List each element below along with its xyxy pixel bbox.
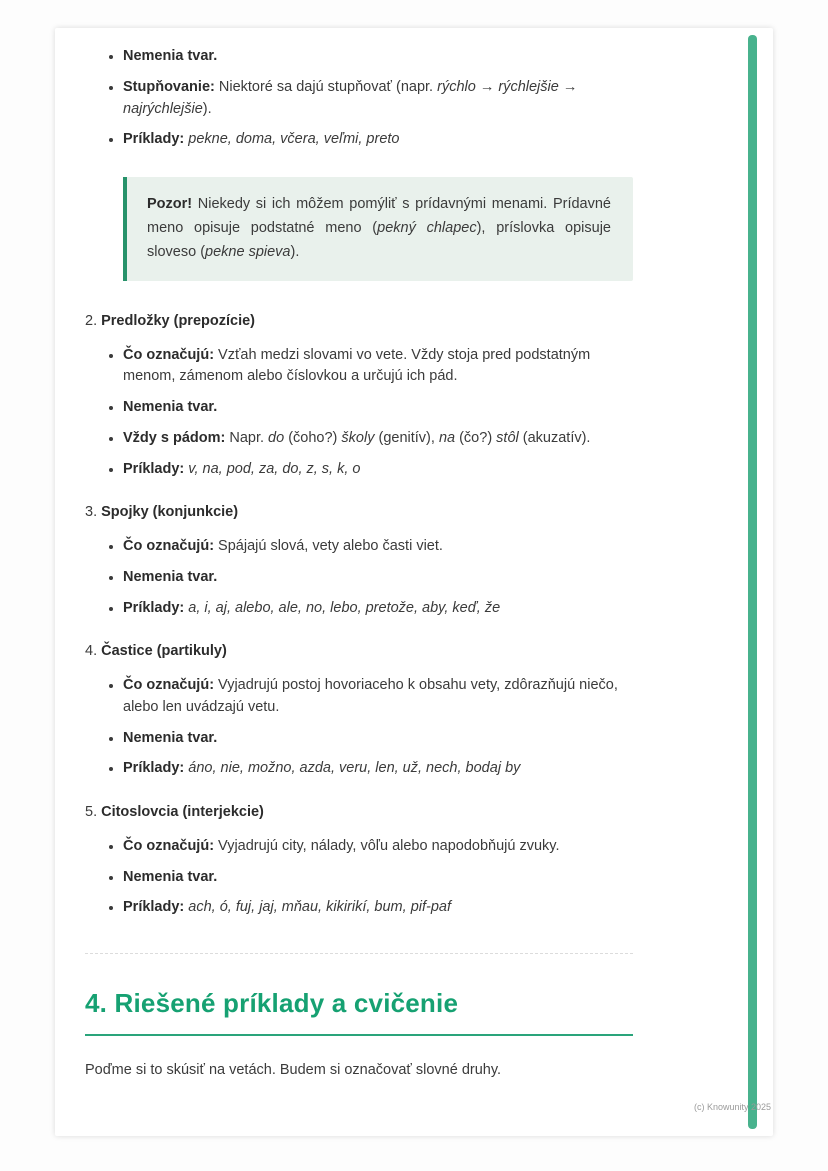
section-heading-line: [85, 641, 633, 663]
copyright-footer: (c) Knowunity 2025: [693, 1102, 771, 1112]
bullet-item: • Nemenia tvar.: [123, 397, 633, 419]
bullet-item: • Nemenia tvar.: [123, 728, 633, 750]
bullet-item: • Nemenia tvar.: [123, 867, 633, 889]
section-title: Častice (partikuly): [101, 643, 227, 660]
bullet-item: • Nemenia tvar.: [123, 567, 633, 589]
section-title: Predložky (prepozície): [101, 312, 255, 329]
section-number: 3.: [85, 504, 98, 521]
document-page: [55, 28, 773, 1136]
section-castice: [85, 641, 633, 780]
closing-paragraph: Poďme si to skúsiť na vetách. Budem si označovať slovné druhy.: [85, 1062, 502, 1079]
bullet-item: • Príklady: pekne, doma, včera, veľmi, preto: [123, 129, 633, 151]
document-content: [55, 28, 773, 1082]
callout-box: [123, 177, 633, 281]
section-bullet-list: [85, 345, 633, 481]
section-predlozky: [85, 311, 633, 481]
section-number: 4.: [85, 643, 98, 660]
bullet-item: • Nemenia tvar.: [123, 46, 633, 68]
bullet-item: • Príklady: v, na, pod, za, do, z, s, k, o: [123, 459, 633, 481]
section-bullet-list: [85, 675, 633, 780]
bullet-item: • Príklady: a, i, aj, alebo, ale, no, lebo, pretože, aby, keď, že: [123, 598, 633, 620]
section-bullet-list: [85, 536, 633, 619]
chapter-heading: 4. Riešené príklady a cvičenie: [85, 984, 633, 1036]
bullet-item: • Vždy s pádom: Napr. do (čoho?) školy (genitív), na (čo?) stôl (akuzatív).: [123, 428, 633, 450]
bullet-item: • Príklady: ach, ó, fuj, jaj, mňau, kikirikí, bum, pif-paf: [123, 897, 633, 919]
section-heading-line: [85, 311, 633, 333]
bullet-item: • Čo označujú: Vyjadrujú city, nálady, vôľu alebo napodobňujú zvuky.: [123, 836, 633, 858]
section-title: Spojky (konjunkcie): [101, 504, 239, 521]
bullet-item: • Čo označujú: Vzťah medzi slovami vo vete. Vždy stoja pred podstatným menom, zámenom alebo číslovkou a určujú ich pád.: [123, 345, 633, 389]
bullet-item: • Stupňovanie: Niektoré sa dajú stupňovať (napr. rýchlo → rýchlejšie → najrýchlejšie).: [123, 77, 633, 121]
section-title: Citoslovcia (interjekcie): [101, 804, 264, 821]
section-citoslovcia: [85, 802, 633, 919]
section-spojky: [85, 502, 633, 619]
accent-strip: [748, 35, 757, 1129]
bullet-item: • Čo označujú: Spájajú slová, vety alebo časti viet.: [123, 536, 633, 558]
section-number: 5.: [85, 804, 98, 821]
bullet-item: • Čo označujú: Vyjadrujú postoj hovoriaceho k obsahu vety, zdôrazňujú niečo, alebo len uvádzajú vetu.: [123, 675, 633, 719]
section-heading-line: [85, 502, 633, 524]
section-heading-line: [85, 802, 633, 824]
section-divider: [85, 953, 633, 954]
bullet-item: • Príklady: áno, nie, možno, azda, veru, len, už, nech, bodaj by: [123, 758, 633, 780]
adverb-bullet-list: [85, 46, 633, 151]
section-number: 2.: [85, 312, 98, 329]
callout-text: Pozor! Niekedy si ich môžem pomýliť s prídavnými menami. Prídavné meno opisuje podstatné meno (pekný chlapec), príslovka opisuje sloveso (pekne spieva).: [147, 196, 611, 260]
section-bullet-list: [85, 836, 633, 919]
